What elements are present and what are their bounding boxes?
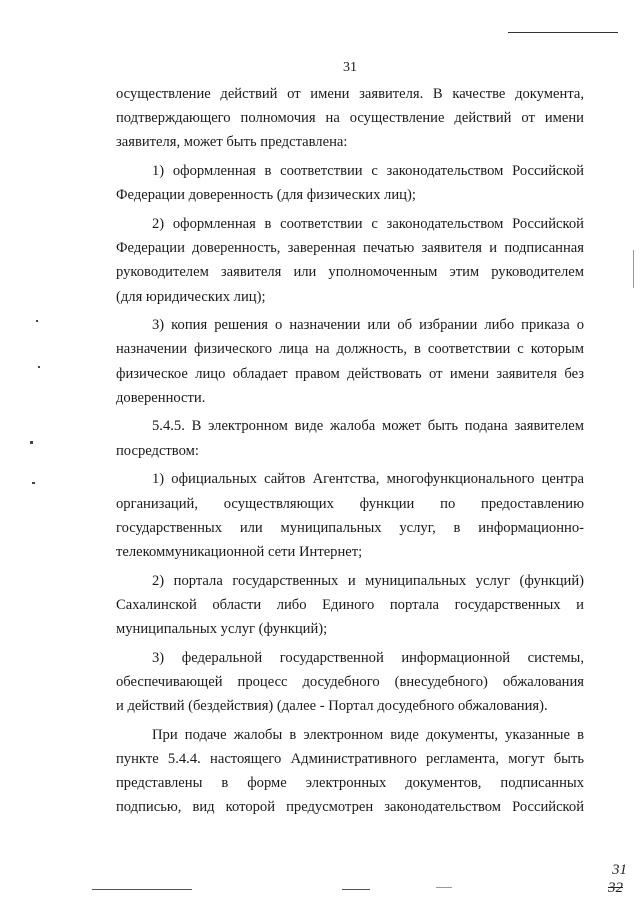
text-line: осуществление действий от имени заявителя. В качестве документа, bbox=[116, 86, 584, 102]
text-line: подтверждающего полномочия на осуществление действий от имени bbox=[116, 110, 584, 127]
text-line: Федерации доверенность, заверенная печатью заявителя и подписанная bbox=[116, 240, 584, 257]
text-line: (для юридических лиц); bbox=[116, 288, 266, 305]
text-line: 2) портала государственных и муниципальных услуг (функций) bbox=[152, 572, 584, 589]
text-line: Сахалинской области либо Единого портала государственных и bbox=[116, 596, 584, 613]
footer-rule-left bbox=[92, 889, 192, 890]
document-body bbox=[116, 82, 584, 819]
text-line: 1) официальных сайтов Агентства, многофункционального центра bbox=[152, 471, 584, 488]
text-line: 5.4.5. В электронном виде жалоба может быть подана заявителем bbox=[152, 418, 584, 435]
text-line: 3) копия решения о назначении или об избрании либо приказа о bbox=[152, 317, 584, 334]
text-line: телекоммуникационной сети Интернет; bbox=[116, 543, 363, 560]
text-line: 1) оформленная в соответствии с законодательством Российской bbox=[152, 163, 584, 180]
text-line: муниципальных услуг (функций); bbox=[116, 620, 328, 637]
handwritten-page-number-top: 31 bbox=[612, 862, 627, 878]
text-line: государственных или муниципальных услуг, в информационно- bbox=[116, 519, 584, 536]
text-line: подписью, вид которой предусмотрен законодательством Российской bbox=[116, 799, 584, 816]
footer-mark bbox=[436, 887, 452, 888]
text-line: и действий (бездействия) (далее - Портал досудебного обжалования). bbox=[116, 698, 548, 714]
page-number: 31 bbox=[343, 60, 357, 75]
text-line: заявителя, может быть представлена: bbox=[116, 134, 348, 151]
text-line: пункте 5.4.4. настоящего Административного регламента, могут быть bbox=[116, 750, 584, 767]
footer-rule-center bbox=[342, 889, 370, 890]
margin-dot bbox=[38, 366, 40, 368]
margin-dot bbox=[30, 441, 33, 444]
text-line: физическое лицо обладает правом действовать от имени заявителя без bbox=[116, 365, 584, 382]
text-line: представлены в форме электронных документов, подписанных bbox=[116, 775, 584, 792]
text-line: 3) федеральной государственной информационной системы, bbox=[152, 649, 584, 666]
text-line: назначении физического лица на должность, в соответствии с которым bbox=[116, 341, 584, 358]
handwritten-page-number-bottom: 32 bbox=[608, 880, 623, 896]
text-line: организаций, осуществляющих функции по предоставлению bbox=[116, 495, 584, 512]
text-line: Федерации доверенность (для физических лиц); bbox=[116, 187, 416, 204]
text-line: посредством: bbox=[116, 442, 199, 459]
text-line: руководителем заявителя или уполномоченным этим руководителем bbox=[116, 264, 584, 281]
margin-dot bbox=[36, 320, 38, 322]
text-line: 2) оформленная в соответствии с законодательством Российской bbox=[152, 215, 584, 232]
text-line: обеспечивающей процесс досудебного (внесудебного) обжалования bbox=[116, 673, 584, 690]
margin-scan-line bbox=[633, 250, 634, 288]
text-line: При подаче жалобы в электронном виде документы, указанные в bbox=[152, 726, 584, 743]
header-rule bbox=[508, 32, 618, 33]
text-line: доверенности. bbox=[116, 389, 206, 406]
margin-dot bbox=[32, 482, 35, 484]
